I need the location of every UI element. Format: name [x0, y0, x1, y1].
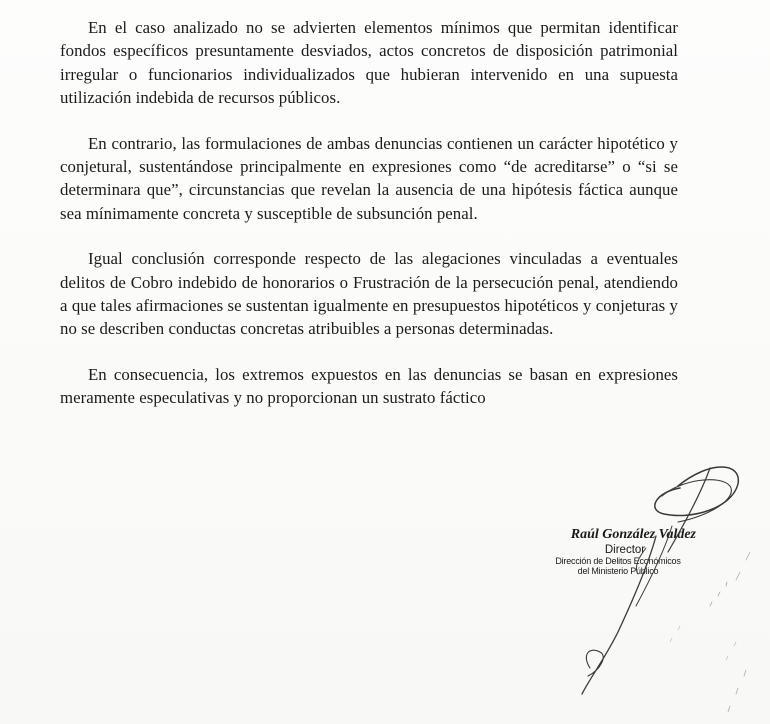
paragraph-4: En consecuencia, los extremos expuestos en las denuncias se basan en expresiones meramente especulativas y no proporcionan un sustrato fáctico	[60, 364, 678, 408]
paragraph-2: En contrario, las formulaciones de ambas denuncias contienen un carácter hipotético y conjetural, sustentándose principalmente en expresiones como “de acreditarse” o “si se determinara que”, circunstancias que revelan la ausencia de una hipótesis fáctica aunque sea mínimamente concreta y susceptible de subsunción penal.	[60, 133, 678, 223]
paragraph-3: Igual conclusión corresponde respecto de las alegaciones vinculadas a eventuales delitos de Cobro indebido de honorarios o Frustración de la persecución penal, atendiendo a que tales afirmaciones se sustentan igualmente en presupuestos hipotéticos y conjeturas y no se describen conductas concretas atribuibles a personas determinadas.	[60, 249, 678, 339]
signatory-name: Raúl González Valdez	[570, 527, 696, 542]
document-body	[60, 16, 678, 410]
signature-stamp	[520, 526, 710, 576]
paragraph-1: En el caso analizado no se advierten elementos mínimos que permitan identificar fondos específicos presuntamente desviados, actos concretos de disposición patrimonial irregular o funcionarios individualizados que hubieran intervenido en una supuesta utilización indebida de recursos públicos.	[60, 18, 678, 108]
signatory-office-line-2: del Ministerio Público	[577, 566, 659, 576]
signatory-office-line-1: Dirección de Delitos Económicos	[555, 556, 681, 566]
handwritten-signature	[560, 456, 770, 724]
signatory-title: Director	[604, 544, 646, 556]
